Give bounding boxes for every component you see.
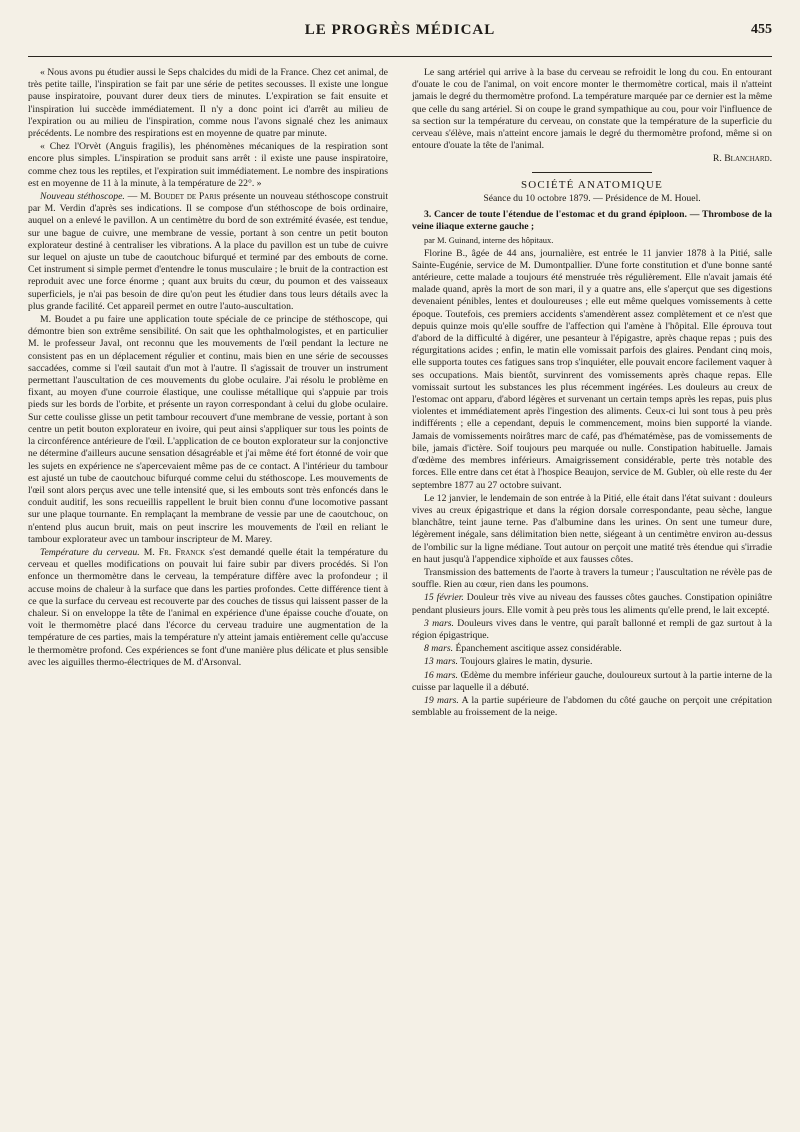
author-name: M. Boudet de Paris xyxy=(140,191,221,203)
paragraph: Nouveau stéthoscope. — M. Boudet de Paris présente un nouveau stéthoscope construit par M. Verdin d'après ses indications. Il se compose d'un stéthoscope de bois ordinaire, auquel on a enlevé le pavillon. A un centimètre du bord de son extrémité évasée, est tendue, sur une bague de cuivre, une membrane de vessie, portant à son centre un petit bouton explorateur destiné à centraliser les vibrations. A la place du pavillon est un tube de cuivre sur lequel on ajuste un tube de caoutchouc bifurqué et terminé par des embouts de corne. Cet instrument si simple permet d'entendre le tonus musculaire ; le bruit de la contraction est reproduit avec une force énorme ; quant aux bruits du cœur, du poumon et des vaisseaux superficiels, je n'ai pas besoin de dire qu'on peut les étudier dans tous leurs détails avec la plus grande facilité. Cet appareil permet en outre l'auto-auscultation. xyxy=(28,191,389,312)
paragraph-text: s'est demandé quelle était la température du cerveau et quelles modifications on pouvait lui faire subir par divers procédés. Si l'on enfonce un thermomètre dans le cerveau, la température diffère avec la profondeur ; il accuse moins de chaleur à la surface que dans les parties profondes. Cette différence tient à ce que la surface du cerveau est recouverte par des couches de tissus qui laissent passer de la chaleur. Si on enveloppe la tête de l'animal en expérience d'une épaisse couche d'ouate, on voit le thermomètre placé dans l'écorce du cerveau traduire une augmentation de la température de ces parties, mais la température n'y atteint jamais entièrement celle qu'accuse le thermomètre profond. Ces expériences se font d'une manière plus délicate et plus sensible avec les aiguilles thermo-électriques de M. d'Arsonval. xyxy=(28,546,389,668)
running-header xyxy=(28,18,772,57)
journal-title: LE PROGRÈS MÉDICAL xyxy=(304,22,496,38)
dated-entry xyxy=(412,643,772,655)
paragraph: Florine B., âgée de 44 ans, journalière, est entrée le 11 janvier 1878 à la Pitié, salle Sainte-Eugénie, service de M. Dumontpallier. D'une forte constitution et d'une bonne santé antérieure, cette malade a toujours été menstruée très régulièrement. Elle n'avait jamais été malade quand, après la mort de son mari, il y a quatre ans, elle s'aperçut que ses digestions devenaient pénibles, lentes et douloureuses ; elle eut même quelques vomissements à cette époque. Toutefois, ces premiers accidents s'amendèrent assez complètement et ce n'est que depuis quinze mois qu'elle souffre de l'affection qui l'amène à l'hôpital. Elle éprouva tout d'abord de la difficulté à digérer, une pesanteur à l'épigastre, après chaque repas ; puis des régurgitations acides ; enfin, le matin elle vomissait parfois des glaires. Pendant cinq mois, elle supporta toutes ces fatigues sans trop s'inquiéter, elle pouvait encore facilement vaquer à ses occupations. Mais bientôt, survinrent des vomissements après chaque repas. Elle vomissait surtout les substances les plus récemment ingérées. Les douleurs au creux de l'estomac ont apparu, d'abord légères et survenant un certain temps après les repas, puis plus violentes et immédiatement après l'ingestion des aliments. Ceux-ci lui sont tous à peu près indifférents ; elle a cependant, depuis le commencement, moins bien supporté la viande. Jamais de vomissements noirâtres marc de café, pas d'hématémèse, pas de vomissements de bile, jamais d'ictère. Soif toujours peu marquée ou nulle. Constipation habituelle. Jamais d'œdème des membres inférieurs. Amaigrissement considérable, perte très notable des forces. Elle entre dans cet état à l'hospice Beaujon, service de M. Gubler, où elle reste du 4er septembre 1877 au 27 octobre suivant. xyxy=(412,247,772,491)
case-title: 3. Cancer de toute l'étendue de l'estomac et du grand épiploon. — Thrombose de la veine iliaque externe gauche ; xyxy=(412,209,772,233)
case-author: par M. Guinand, interne des hôpitaux. xyxy=(424,235,554,246)
two-column-body xyxy=(28,67,772,720)
page-number: 455 xyxy=(751,22,772,37)
paragraph: Transmission des battements de l'aorte à travers la tumeur ; l'auscultation ne révèle pas de souffle. Rien au cœur, rien dans les poumons. xyxy=(412,566,772,591)
entry-text: A la partie supérieure de l'abdomen du côté gauche on perçoit une crépitation semblable au froissement de la neige. xyxy=(412,694,772,719)
entry-date: 19 mars. xyxy=(424,694,459,706)
entry-text: Œdème du membre inférieur gauche, douloureux surtout à la partie interne de la cuisse par laquelle il a débuté. xyxy=(412,669,772,693)
paragraph xyxy=(28,547,388,669)
divider xyxy=(532,172,652,173)
paragraph: « Chez l'Orvèt (Anguis fragilis), les phénomènes mécaniques de la respiration sont encore plus simples. L'inspiration se produit sans arrêt : il existe une pause inspiratoire, comme chez tous les reptiles, et l'expiration suit immédiatement. Le nombre des inspirations est en moyenne de 11 à la minute, à la température de 22°. » xyxy=(28,141,388,189)
paragraph: M. Boudet a pu faire une application toute spéciale de ce principe de stéthoscope, qui démontre bien son extrême sensibilité. On sait que les ophthalmologistes, et en particulier M. le professeur Javal, ont reconnu que les mouvements de l'œil pendant la lecture ne consistent pas en un déplacement régulier et continu, mais bien en une série de secousses saccadées, comme si l'œil sautait d'un mot à l'autre. Il s'agissait de trouver un instrument permettant l'auscultation de ces mouvements du globe oculaire. J'ai résolu le problème en fixant, au moyen d'une courroie élastique, une coulisse métallique qui s'appuie par trois pieds sur les bords de l'orbite, et présente un rayon correspondant à celui du globe oculaire. Sur cette coulisse glisse un petit tambour recouvert d'une membrane de vessie, portant à son centre un petit bouton explorateur en ivoire, qui peut ainsi s'appliquer sur tous les points de la circonférence antérieure de l'œil. L'application de ce bouton explorateur sur la conjonctive ne détermine d'ailleurs aucune sensation désagréable et j'ai même été fort étonné de voir que les sujets en expérience ne s'apercevaient même pas de ce contact. A l'intérieur du tambour est ajusté un tube de caoutchouc bifurqué comme celui du stéthoscope. Les mouvements de l'œil sont alors perçus avec une telle intensité que, si les embouts sont très enfoncés dans le conduit auditif, les sons recueillis rappellent le bruit bien connu d'une locomotive passant sur une plaque tournante. En remplaçant la membrane de vessie par une de caoutchouc, on n'entend plus aucun bruit, mais on peut inscrire les mouvements de l'œil en reliant le tambour explorateur avec un tambour inscripteur de M. Marey. xyxy=(28,314,388,545)
paragraph: « Nous avons pu étudier aussi le Seps chalcides du midi de la France. Chez cet animal, de très petite taille, l'inspiration se fait par une série de petites secousses. Il existe une longue pause inspiratoire, pouvant durer deux tiers de minutes. L'expiration se fait ensuite et l'inspiration lui succède immédiatement. Il n'y a donc point ici d'arrêt au milieu de l'expiration ou au milieu de l'inspiration, comme nous l'avons signalé chez les animaux précédents. Le nombre des respirations est en moyenne de quatre par minute. xyxy=(28,67,388,140)
paragraph-text: présente un nouveau stéthoscope construit par M. Verdin d'après ses indications. Il se compose d'un stéthoscope de bois ordinaire, auquel on a enlevé le pavillon. A un centimètre du bord de son extrémité évasée, est tendue, sur une bague de cuivre, une membrane de vessie, portant à son centre un petit bouton explorateur destiné à centraliser les vibrations. A la place du pavillon est un tube de cuivre sur lequel on ajuste un tube de caoutchouc bifurqué et terminé par des embouts de corne. Cet instrument si simple permet d'entendre le tonus musculaire ; le bruit de la contraction est reproduit avec une force énorme ; quant aux bruits du cœur, du poumon et des vaisseaux superficiels, je n'ai pas besoin de dire qu'on peut les étudier dans tous leurs détails avec la plus grande facilité. Cet appareil permet en outre l'auto-auscultation. xyxy=(28,191,389,312)
author-name: M. Fr. Franck xyxy=(143,546,206,558)
page xyxy=(0,18,800,1132)
entry-text: Douleurs vives dans le ventre, qui paraît ballonné et rempli de gaz surtout à la région épigastrique. xyxy=(412,617,772,641)
dated-entry xyxy=(412,670,772,694)
entry-date: 16 mars. xyxy=(424,669,458,681)
dated-entry xyxy=(412,695,772,719)
entry-text: Toujours glaires le matin, dysurie. xyxy=(460,656,593,668)
seance-line: Séance du 10 octobre 1879. — Présidence de M. Houel. xyxy=(483,192,701,204)
dated-entry xyxy=(412,592,772,616)
paragraph: Le sang artériel qui arrive à la base du cerveau se refroidit le long du cou. En entourant d'ouate le cou de l'animal, on voit encore monter le thermomètre cortical, mais il n'atteint jamais le degré du thermomètre profond. La température marquée par ce dernier est la même que celle du sang artériel. Si on coupe le grand sympathique au cou, pour voir l'influence de sa section sur la température du cerveau, on constate que la température de la superficie du cerveau s'élève, mais n'atteint encore jamais le degré du thermomètre profond, même si on entoure d'ouate la tête de l'animal. xyxy=(412,67,772,152)
entry-text: Épanchement ascitique assez considérable. xyxy=(455,643,622,655)
subsection-label: Nouveau stéthoscope. xyxy=(40,191,125,203)
entry-text: Douleur très vive au niveau des fausses côtes gauches. Constipation opiniâtre pendant plusieurs jours. Elle vomit à peu près tous les aliments qu'elle prend, le lait excepté. xyxy=(412,592,773,616)
dated-entry xyxy=(412,656,772,668)
entry-date: 8 mars. xyxy=(424,643,454,655)
subsection-label: Température du cerveau. xyxy=(40,546,140,558)
entry-date: 13 mars. xyxy=(424,656,458,668)
entry-date: 3 mars. xyxy=(424,617,454,629)
section-title: SOCIÉTÉ ANATOMIQUE xyxy=(520,178,664,191)
signature: R. Blanchard. xyxy=(712,153,772,165)
left-column xyxy=(28,67,388,720)
right-column xyxy=(412,67,772,720)
dated-entry xyxy=(412,618,772,642)
paragraph: Le 12 janvier, le lendemain de son entrée à la Pitié, elle était dans l'état suivant : douleurs vives au creux épigastrique et dans la région dorsale correspondante, peau sèche, langue blanchâtre, teint jaune terne. Pas d'albumine dans les urines. On sent une tumeur dure, légèrement inégale, sans délimitation bien nette, siégeant à un centimètre environ au-dessus de l'ombilic sur la ligne médiane. Tout autour on perçoit une matité très étendue qui s'irradie en haut jusqu'à l'appendice xiphoïde et aux fausses côtes. xyxy=(412,492,772,565)
entry-date: 15 février. xyxy=(424,592,464,604)
